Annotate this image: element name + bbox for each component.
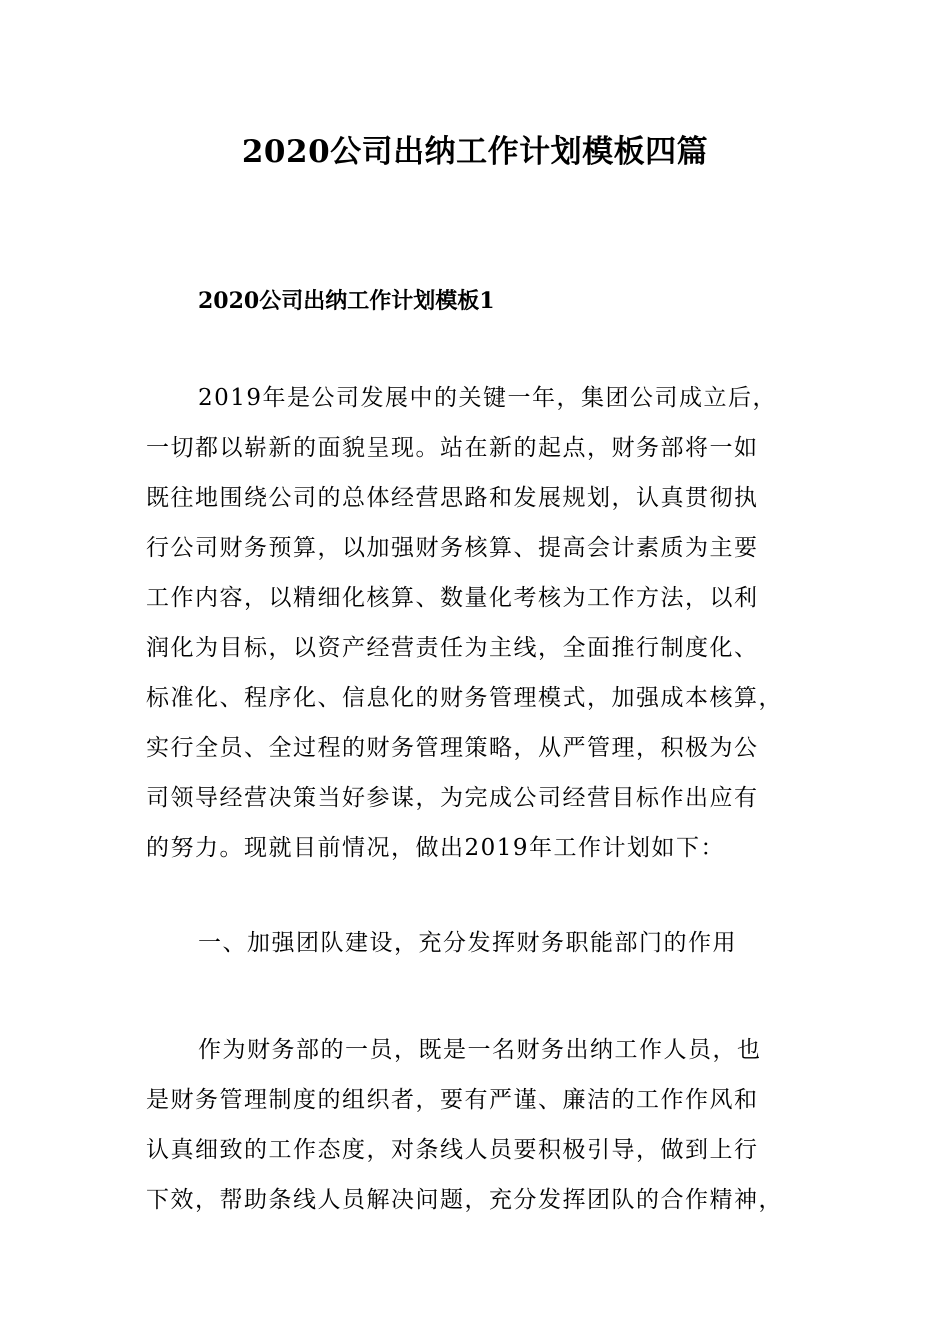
paragraph-line: 2019年是公司发展中的关键一年，集团公司成立后， bbox=[198, 385, 778, 411]
paragraph-line: 润化为目标，以资产经营责任为主线，全面推行制度化、 bbox=[146, 635, 759, 661]
paragraph-intro bbox=[146, 373, 802, 873]
paragraph-line: 工作内容，以精细化核算、数量化考核为工作方法，以利 bbox=[146, 585, 759, 611]
paragraph-line: 的努力。现就目前情况，做出2019年工作计划如下： bbox=[146, 835, 726, 861]
paragraph-line: 实行全员、全过程的财务管理策略，从严管理，积极为公 bbox=[146, 735, 759, 761]
paragraph-line: 一、加强团队建设，充分发挥财务职能部门的作用 bbox=[198, 930, 737, 956]
paragraph-line: 认真细致的工作态度，对条线人员要积极引导，做到上行 bbox=[146, 1137, 759, 1163]
paragraph-line: 既往地围绕公司的总体经营思路和发展规划，认真贯彻执 bbox=[146, 485, 759, 511]
paragraph-line: 是财务管理制度的组织者，要有严谨、廉洁的工作作风和 bbox=[146, 1087, 759, 1113]
paragraph-body bbox=[146, 1025, 802, 1225]
paragraph-line: 作为财务部的一员，既是一名财务出纳工作人员，也 bbox=[198, 1037, 762, 1063]
paragraph-line: 一切都以崭新的面貌呈现。站在新的起点，财务部将一如 bbox=[146, 435, 759, 461]
section-heading: 2020公司出纳工作计划模板1 bbox=[198, 288, 495, 314]
paragraph-line: 行公司财务预算，以加强财务核算、提高会计素质为主要 bbox=[146, 535, 759, 561]
paragraph-line: 下效，帮助条线人员解决问题，充分发挥团队的合作精神， bbox=[146, 1187, 783, 1213]
paragraph-line: 标准化、程序化、信息化的财务管理模式，加强成本核算， bbox=[146, 685, 783, 711]
paragraph-line: 司领导经营决策当好参谋，为完成公司经营目标作出应有 bbox=[146, 785, 759, 811]
document-title: 2020公司出纳工作计划模板四篇 bbox=[241, 134, 709, 170]
subheading-paragraph bbox=[146, 918, 802, 968]
